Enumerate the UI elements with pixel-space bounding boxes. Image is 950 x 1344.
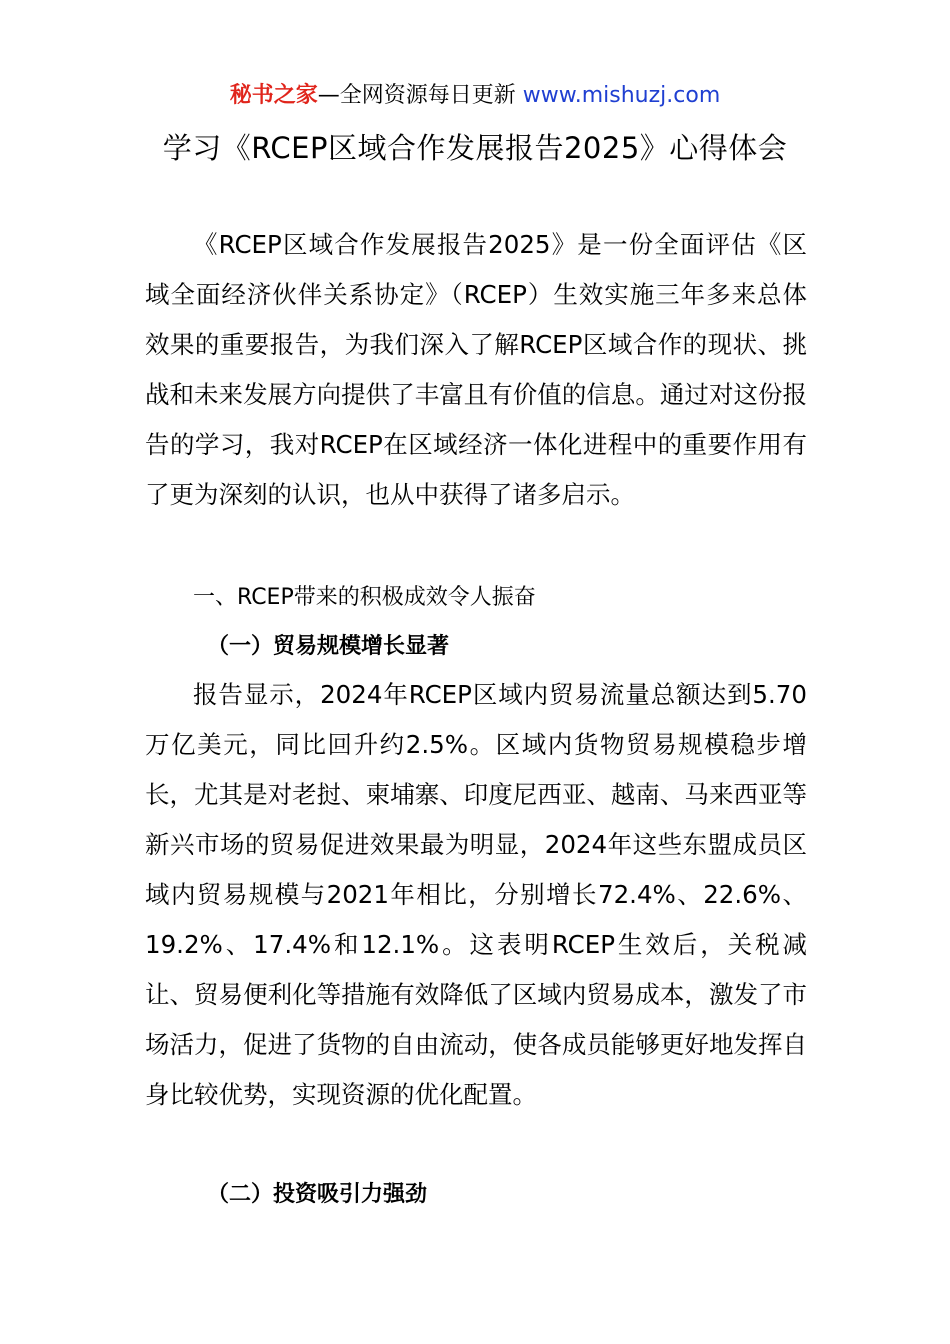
site-header xyxy=(0,80,950,112)
intro-paragraph: 《RCEP区域合作发展报告2025》是一份全面评估《区域全面经济伙伴关系协定》（RCEP）生效实施三年多来总体效果的重要报告，为我们深入了解RCEP区域合作的现状、挑战和未来发展方向提供了丰富且有价值的信息。通过对这份报告的学习，我对RCEP在区域经济一体化进程中的重要作用有了更为深刻的认识，也从中获得了诸多启示。 xyxy=(145,230,807,509)
section-heading-1: 一、RCEP带来的积极成效令人振奋 xyxy=(193,585,536,610)
document-title: 学习《RCEP区域合作发展报告2025》心得体会 xyxy=(162,131,788,165)
subsection-1-paragraph: 报告显示，2024年RCEP区域内贸易流量总额达到5.70万亿美元，同比回升约2.5%。区域内货物贸易规模稳步增长，尤其是对老挝、柬埔寨、印度尼西亚、越南、马来西亚等新兴市场的贸易促进效果最为明显，2024年这些东盟成员区域内贸易规模与2021年相比，分别增长72.4%、22.6%、19.2%、17.4%和12.1%。这表明RCEP生效后，关税减让、贸易便利化等措施有效降低了区域内贸易成本，激发了市场活力，促进了货物的自由流动，使各成员能够更好地发挥自身比较优势，实现资源的优化配置。 xyxy=(145,680,807,1109)
subsection-heading-2: （二）投资吸引力强劲 xyxy=(207,1182,428,1207)
subsection-heading-1: （一）贸易规模增长显著 xyxy=(207,634,450,659)
brand-name: 秘书之家 xyxy=(229,83,318,108)
header-tagline: —全网资源每日更新 xyxy=(317,83,523,108)
site-url-link[interactable]: www.mishuzj.com xyxy=(522,83,721,108)
